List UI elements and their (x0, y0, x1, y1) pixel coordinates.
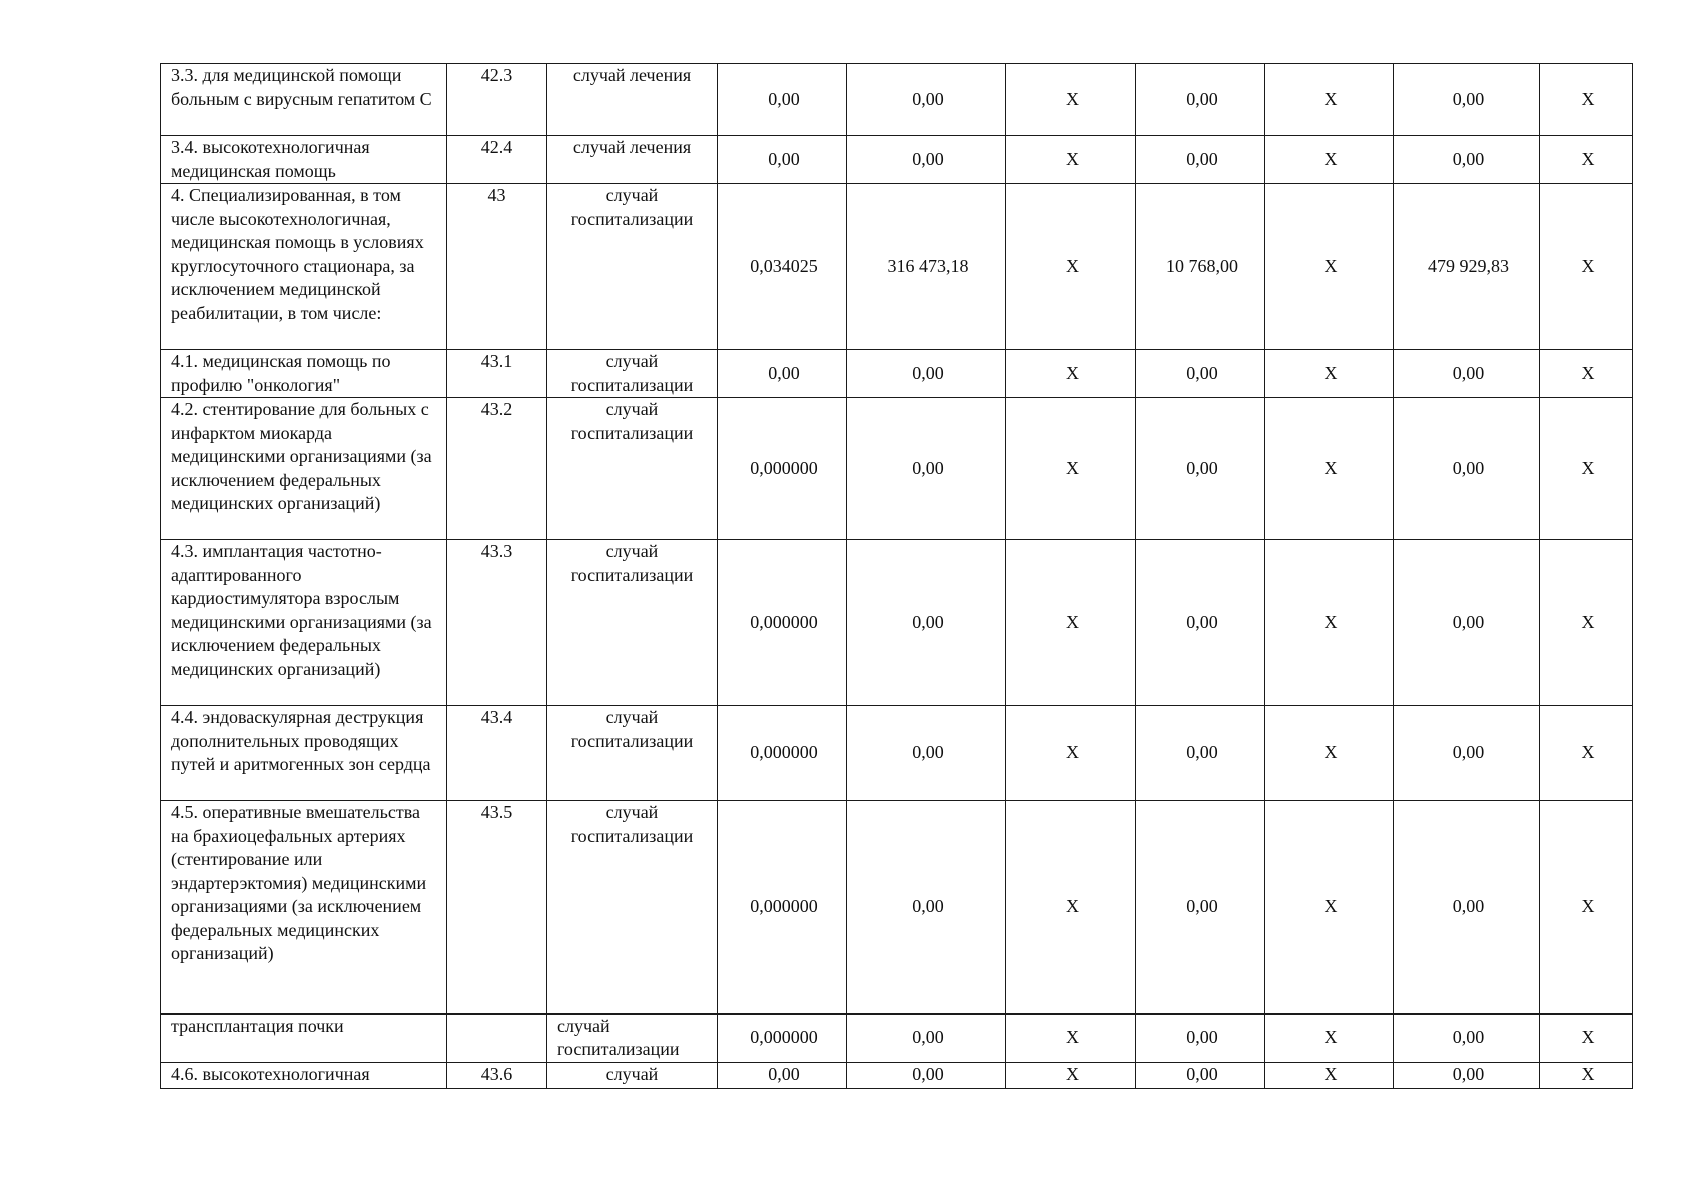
value-cell: 0,00 (1394, 1062, 1540, 1088)
value-cell: 0,00 (847, 350, 1006, 398)
value-cell: 0,00 (718, 136, 847, 184)
row-code-cell: 43 (447, 184, 547, 350)
row-name-cell: 4.3. имплантация частотно-адаптированного кардиостимулятора взрослым медицинскими организациями (за исключением федеральных медицинских организаций) (161, 540, 447, 706)
table-row (161, 398, 1633, 540)
value-cell: 0,00 (847, 801, 1006, 1014)
value-cell: 0,00 (847, 540, 1006, 706)
row-unit-cell: случай госпитализации (547, 184, 718, 350)
value-cell: X (1006, 1062, 1136, 1088)
value-cell: 0,00 (847, 136, 1006, 184)
value-cell: 0,00 (1136, 64, 1265, 136)
value-cell: 0,00 (718, 64, 847, 136)
value-cell: X (1006, 801, 1136, 1014)
row-unit-cell: случай (547, 1062, 718, 1088)
value-cell: 10 768,00 (1136, 184, 1265, 350)
value-cell: 0,00 (847, 1014, 1006, 1063)
value-cell: X (1006, 64, 1136, 136)
row-unit-cell: случай госпитализации (547, 398, 718, 540)
value-cell: 0,00 (1136, 136, 1265, 184)
row-unit-cell: случай лечения (547, 136, 718, 184)
value-cell: X (1265, 398, 1394, 540)
value-cell: X (1265, 706, 1394, 801)
value-cell: 0,00 (1394, 136, 1540, 184)
value-cell: X (1006, 350, 1136, 398)
row-name-cell: 4.5. оперативные вмешательства на брахиоцефальных артериях (стентирование или эндартерэктомия) медицинскими организациями (за исключением федеральных медицинских организаций) (161, 801, 447, 1014)
row-name-cell: 3.3. для медицинской помощи больным с вирусным гепатитом С (161, 64, 447, 136)
table-row (161, 706, 1633, 801)
value-cell: 0,000000 (718, 398, 847, 540)
funding-table (160, 63, 1633, 1089)
value-cell: X (1540, 706, 1633, 801)
value-cell: X (1540, 801, 1633, 1014)
row-name-cell: 4.2. стентирование для больных с инфарктом миокарда медицинскими организациями (за исключением федеральных медицинских организаций) (161, 398, 447, 540)
row-name-cell: 4. Специализированная, в том числе высокотехнологичная, медицинская помощь в условиях круглосуточного стационара, за исключением медицинской реабилитации, в том числе: (161, 184, 447, 350)
row-code-cell: 43.3 (447, 540, 547, 706)
row-name-cell: 4.4. эндоваскулярная деструкция дополнительных проводящих путей и аритмогенных зон сердца (161, 706, 447, 801)
value-cell: 0,00 (1394, 801, 1540, 1014)
table-row (161, 1062, 1633, 1088)
value-cell: 0,034025 (718, 184, 847, 350)
value-cell: 0,00 (718, 350, 847, 398)
value-cell: 0,00 (1136, 706, 1265, 801)
value-cell: X (1540, 1062, 1633, 1088)
value-cell: 0,00 (1136, 350, 1265, 398)
row-name-cell: 4.6. высокотехнологичная (161, 1062, 447, 1088)
table-row (161, 801, 1633, 1014)
value-cell: X (1540, 398, 1633, 540)
value-cell: X (1265, 1014, 1394, 1063)
row-unit-cell: случай госпитализации (547, 350, 718, 398)
table-row (161, 350, 1633, 398)
value-cell: 0,00 (1136, 1062, 1265, 1088)
table-row (161, 136, 1633, 184)
row-name-cell: трансплантация почки (161, 1014, 447, 1063)
value-cell: X (1540, 1014, 1633, 1063)
value-cell: 479 929,83 (1394, 184, 1540, 350)
value-cell: 0,00 (1394, 398, 1540, 540)
value-cell: X (1006, 398, 1136, 540)
value-cell: 0,00 (847, 398, 1006, 540)
row-unit-cell: случай лечения (547, 64, 718, 136)
value-cell: X (1540, 184, 1633, 350)
table-row (161, 540, 1633, 706)
value-cell: X (1006, 184, 1136, 350)
value-cell: 0,00 (847, 706, 1006, 801)
table-row (161, 1014, 1633, 1063)
row-code-cell: 43.1 (447, 350, 547, 398)
value-cell: 0,000000 (718, 706, 847, 801)
value-cell: 0,00 (718, 1062, 847, 1088)
value-cell: 0,00 (1394, 706, 1540, 801)
row-code-cell (447, 1014, 547, 1063)
value-cell: X (1540, 540, 1633, 706)
row-unit-cell: случай госпитализации (547, 540, 718, 706)
value-cell: X (1006, 1014, 1136, 1063)
value-cell: X (1006, 706, 1136, 801)
value-cell: X (1265, 540, 1394, 706)
value-cell: X (1265, 801, 1394, 1014)
value-cell: 0,00 (847, 1062, 1006, 1088)
value-cell: 0,00 (1394, 350, 1540, 398)
value-cell: X (1540, 136, 1633, 184)
value-cell: 0,00 (1394, 1014, 1540, 1063)
row-code-cell: 43.6 (447, 1062, 547, 1088)
row-unit-cell: случай госпитализации (547, 706, 718, 801)
row-code-cell: 43.4 (447, 706, 547, 801)
value-cell: X (1265, 184, 1394, 350)
value-cell: 0,00 (1136, 1014, 1265, 1063)
value-cell: 0,000000 (718, 1014, 847, 1063)
value-cell: 0,00 (1136, 398, 1265, 540)
value-cell: 0,00 (847, 64, 1006, 136)
value-cell: 0,00 (1394, 540, 1540, 706)
value-cell: 0,000000 (718, 801, 847, 1014)
value-cell: 316 473,18 (847, 184, 1006, 350)
value-cell: 0,00 (1136, 801, 1265, 1014)
row-name-cell: 3.4. высокотехнологичная медицинская помощь (161, 136, 447, 184)
value-cell: 0,000000 (718, 540, 847, 706)
row-code-cell: 43.2 (447, 398, 547, 540)
value-cell: X (1006, 136, 1136, 184)
table-row (161, 64, 1633, 136)
value-cell: X (1265, 64, 1394, 136)
row-code-cell: 42.4 (447, 136, 547, 184)
value-cell: X (1006, 540, 1136, 706)
row-unit-cell: случай госпитализации (547, 801, 718, 1014)
value-cell: X (1540, 350, 1633, 398)
row-name-cell: 4.1. медицинская помощь по профилю "онкология" (161, 350, 447, 398)
row-code-cell: 42.3 (447, 64, 547, 136)
row-code-cell: 43.5 (447, 801, 547, 1014)
value-cell: X (1265, 1062, 1394, 1088)
document-page (160, 63, 1632, 1089)
value-cell: X (1265, 136, 1394, 184)
row-unit-cell: случай госпитализации (547, 1014, 718, 1063)
value-cell: X (1265, 350, 1394, 398)
value-cell: X (1540, 64, 1633, 136)
value-cell: 0,00 (1394, 64, 1540, 136)
table-row (161, 184, 1633, 350)
value-cell: 0,00 (1136, 540, 1265, 706)
